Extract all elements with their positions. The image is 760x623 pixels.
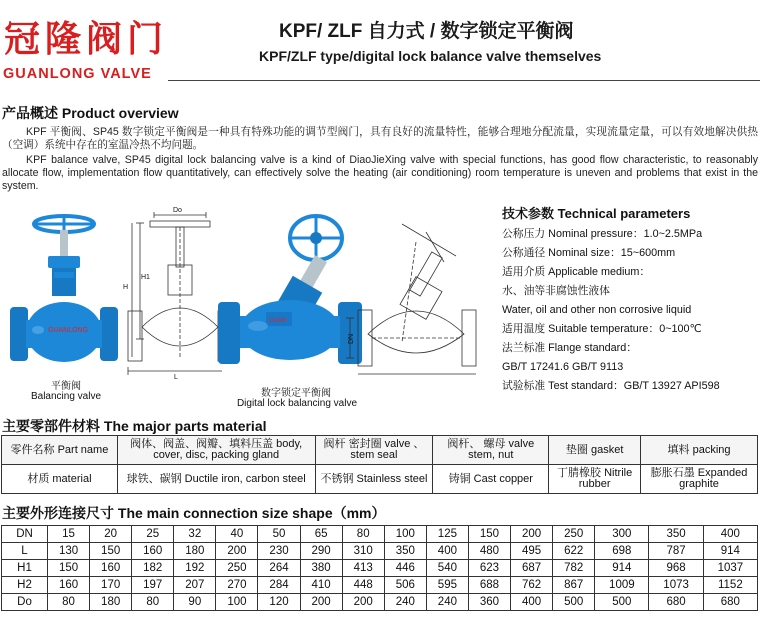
overview-text-english: KPF balance valve, SP45 digital lock balancing valve is a kind of DiaoJieXing valve with special functions, has good flow characteristic, to reasonably allocate flow, implementation flow quantitatively, can effectively solve the heating (air conditioning) room temperature is uneven and problems that exist in the system. (2, 154, 758, 192)
dimension-label-h: H (123, 284, 129, 291)
dimensions-cell: 310 (342, 543, 384, 560)
materials-header-cell: 零件名称 Part name (2, 436, 118, 465)
dimensions-cell: 595 (426, 577, 468, 594)
dimensions-cell: 80 (342, 526, 384, 543)
dimensions-cell: 480 (468, 543, 510, 560)
dimensions-table (1, 525, 758, 611)
dimensions-cell: 240 (426, 594, 468, 611)
dimensions-cell: 622 (553, 543, 595, 560)
materials-header-cell: 阀杆、 螺母 valve stem, nut (433, 436, 549, 465)
dimensions-cell: 200 (511, 526, 553, 543)
dimensions-cell: 410 (300, 577, 342, 594)
dimensions-cell: 180 (174, 543, 216, 560)
dimensions-heading: 主要外形连接尺寸 The main connection size shape（mm） (2, 505, 386, 521)
dimensions-cell: 350 (384, 543, 426, 560)
dimensions-row-label: H2 (2, 577, 48, 594)
dimensions-cell: 200 (342, 594, 384, 611)
materials-header-cell: 垫圈 gasket (549, 436, 641, 465)
dimensions-cell: 1037 (703, 560, 757, 577)
tech-flange-standard: 法兰标准 Flange standard： (502, 342, 638, 354)
dimensions-cell: 100 (384, 526, 426, 543)
dimensions-cell: 180 (90, 594, 132, 611)
digital-lock-valve-photo (218, 212, 366, 384)
dimensions-cell: 200 (300, 594, 342, 611)
balancing-valve-caption-chinese: 平衡阀 (51, 381, 81, 392)
dimensions-cell: 680 (703, 594, 757, 611)
dimensions-cell: 1073 (649, 577, 703, 594)
dimensions-cell: 230 (258, 543, 300, 560)
overview-text-chinese: KPF 平衡阀、SP45 数字锁定平衡阀是一种具有特殊功能的调节型阀门，具有良好的流量特性，能够合理地分配流量，实现流量定量，可以有效地解决供热（空调）系统中存在的室温冷热不均问题。 (2, 126, 758, 151)
materials-header-cell: 阀体、阀盖、阀瓣、填料压盖 body, cover, disc, packing gland (117, 436, 315, 465)
dimensions-cell: 125 (426, 526, 468, 543)
dimensions-cell: 448 (342, 577, 384, 594)
materials-cell: 球铁、碳钢 Ductile iron, carbon steel (117, 465, 315, 494)
dimensions-cell: 360 (468, 594, 510, 611)
dimensions-cell: 65 (300, 526, 342, 543)
digital-lock-valve-drawing (346, 222, 486, 380)
svg-text:GUAN: GUAN (269, 318, 287, 324)
dimensions-cell: 182 (132, 560, 174, 577)
dimensions-cell: 264 (258, 560, 300, 577)
brand-logo-english: GUANLONG VALVE (3, 66, 152, 82)
dimensions-cell: 762 (511, 577, 553, 594)
page-title-english: KPF/ZLF type/digital lock balance valve themselves (259, 48, 602, 64)
balancing-valve-caption-english: Balancing valve (30, 391, 102, 402)
dimensions-cell: 284 (258, 577, 300, 594)
tech-flange-standard-codes: GB/T 17241.6 GB/T 9113 (502, 361, 624, 373)
dimensions-cell: 400 (703, 526, 757, 543)
tech-nominal-pressure: 公称压力 Nominal pressure：1.0~2.5MPa (502, 228, 703, 240)
dimensions-cell: 250 (553, 526, 595, 543)
dimensions-row-label: L (2, 543, 48, 560)
dimensions-cell: 380 (300, 560, 342, 577)
dimensions-cell: 506 (384, 577, 426, 594)
dimensions-cell: 25 (132, 526, 174, 543)
dimensions-cell: 80 (48, 594, 90, 611)
dimensions-cell: 207 (174, 577, 216, 594)
materials-cell: 膨胀石墨 Expanded graphite (641, 465, 758, 494)
dimensions-row-label: H1 (2, 560, 48, 577)
brand-logo-chinese: 冠隆阀门 (4, 19, 169, 60)
dimensions-row (2, 577, 758, 594)
tech-medium-en: Water, oil and other non corrosive liquid (502, 304, 692, 316)
dimensions-cell: 495 (511, 543, 553, 560)
dimensions-cell: 782 (553, 560, 595, 577)
dimensions-cell: 200 (216, 543, 258, 560)
dimension-label-h1: H1 (141, 274, 150, 281)
technical-parameters (502, 203, 758, 396)
dimensions-cell: 40 (216, 526, 258, 543)
dimensions-cell: 192 (174, 560, 216, 577)
dimensions-cell: 20 (90, 526, 132, 543)
dimensions-row (2, 526, 758, 543)
dimensions-cell: 90 (174, 594, 216, 611)
dimensions-cell: 100 (216, 594, 258, 611)
dimensions-cell: 914 (703, 543, 757, 560)
dimension-label-dn: DN (348, 333, 355, 344)
materials-header-cell: 阀杆 密封圈 valve 、stem seal (315, 436, 433, 465)
dimensions-cell: 270 (216, 577, 258, 594)
dimensions-cell: 150 (468, 526, 510, 543)
dimensions-cell: 160 (132, 543, 174, 560)
balancing-valve-drawing (122, 207, 222, 382)
dimensions-cell: 500 (553, 594, 595, 611)
dimensions-cell: 500 (595, 594, 649, 611)
dimensions-cell: 540 (426, 560, 468, 577)
dimensions-cell: 687 (511, 560, 553, 577)
tech-test-standard: 试验标准 Test standard：GB/T 13927 API598 (502, 380, 720, 392)
dimensions-cell: 1152 (703, 577, 757, 594)
dimensions-cell: 413 (342, 560, 384, 577)
dimensions-cell: 15 (48, 526, 90, 543)
dimensions-cell: 400 (511, 594, 553, 611)
dimensions-row (2, 543, 758, 560)
dimensions-cell: 170 (90, 577, 132, 594)
dimensions-cell: 680 (649, 594, 703, 611)
materials-header-cell: 填料 packing (641, 436, 758, 465)
materials-table (1, 435, 758, 494)
dimensions-cell: 50 (258, 526, 300, 543)
materials-cell: 不锈钢 Stainless steel (315, 465, 433, 494)
dimensions-row (2, 560, 758, 577)
materials-cell: 铸铜 Cast copper (433, 465, 549, 494)
materials-row (2, 465, 758, 494)
materials-heading: 主要零部件材料 The major parts material (2, 418, 267, 434)
dimensions-cell: 350 (649, 526, 703, 543)
materials-cell: 丁腈橡胶 Nitrile rubber (549, 465, 641, 494)
dimensions-cell: 623 (468, 560, 510, 577)
dimensions-cell: 400 (426, 543, 468, 560)
dimensions-cell: 1009 (595, 577, 649, 594)
dimensions-row (2, 594, 758, 611)
overview-heading: 产品概述 Product overview (2, 105, 179, 121)
dimensions-cell: 867 (553, 577, 595, 594)
tech-medium-cn: 水、油等非腐蚀性液体 (502, 285, 610, 297)
dimensions-cell: 688 (468, 577, 510, 594)
dimension-label-do: Do (173, 207, 182, 214)
dimensions-cell: 250 (216, 560, 258, 577)
svg-text:GUANLONG: GUANLONG (48, 327, 89, 334)
dimensions-cell: 698 (595, 543, 649, 560)
dimensions-row-label: Do (2, 594, 48, 611)
dimensions-cell: 32 (174, 526, 216, 543)
dimensions-cell: 160 (48, 577, 90, 594)
tech-nominal-size: 公称通径 Nominal size：15~600mm (502, 247, 676, 259)
dimensions-cell: 80 (132, 594, 174, 611)
dimensions-cell: 300 (595, 526, 649, 543)
dimensions-cell: 240 (384, 594, 426, 611)
dimensions-row-label: DN (2, 526, 48, 543)
header-divider (168, 80, 760, 81)
tech-suitable-temperature: 适用温度 Suitable temperature：0~100℃ (502, 323, 702, 335)
technical-parameters-heading: 技术参数 Technical parameters (502, 206, 691, 221)
dimension-label-l: L (174, 374, 178, 381)
dimensions-cell: 160 (90, 560, 132, 577)
dimensions-cell: 446 (384, 560, 426, 577)
dimensions-cell: 150 (90, 543, 132, 560)
tech-applicable-medium: 适用介质 Applicable medium： (502, 266, 651, 278)
materials-header-row (2, 436, 758, 465)
materials-cell: 材质 material (2, 465, 118, 494)
digital-lock-valve-caption-chinese: 数字锁定平衡阀 (261, 388, 331, 399)
dimensions-cell: 914 (595, 560, 649, 577)
dimensions-cell: 787 (649, 543, 703, 560)
dimensions-cell: 290 (300, 543, 342, 560)
dimensions-cell: 130 (48, 543, 90, 560)
dimensions-cell: 150 (48, 560, 90, 577)
digital-lock-valve-caption-english: Digital lock balancing valve (236, 398, 358, 409)
dimensions-cell: 968 (649, 560, 703, 577)
dimensions-cell: 120 (258, 594, 300, 611)
balancing-valve-photo (8, 212, 120, 382)
dimensions-cell: 197 (132, 577, 174, 594)
page-title-chinese: KPF/ ZLF 自力式 / 数字锁定平衡阀 (279, 21, 574, 42)
